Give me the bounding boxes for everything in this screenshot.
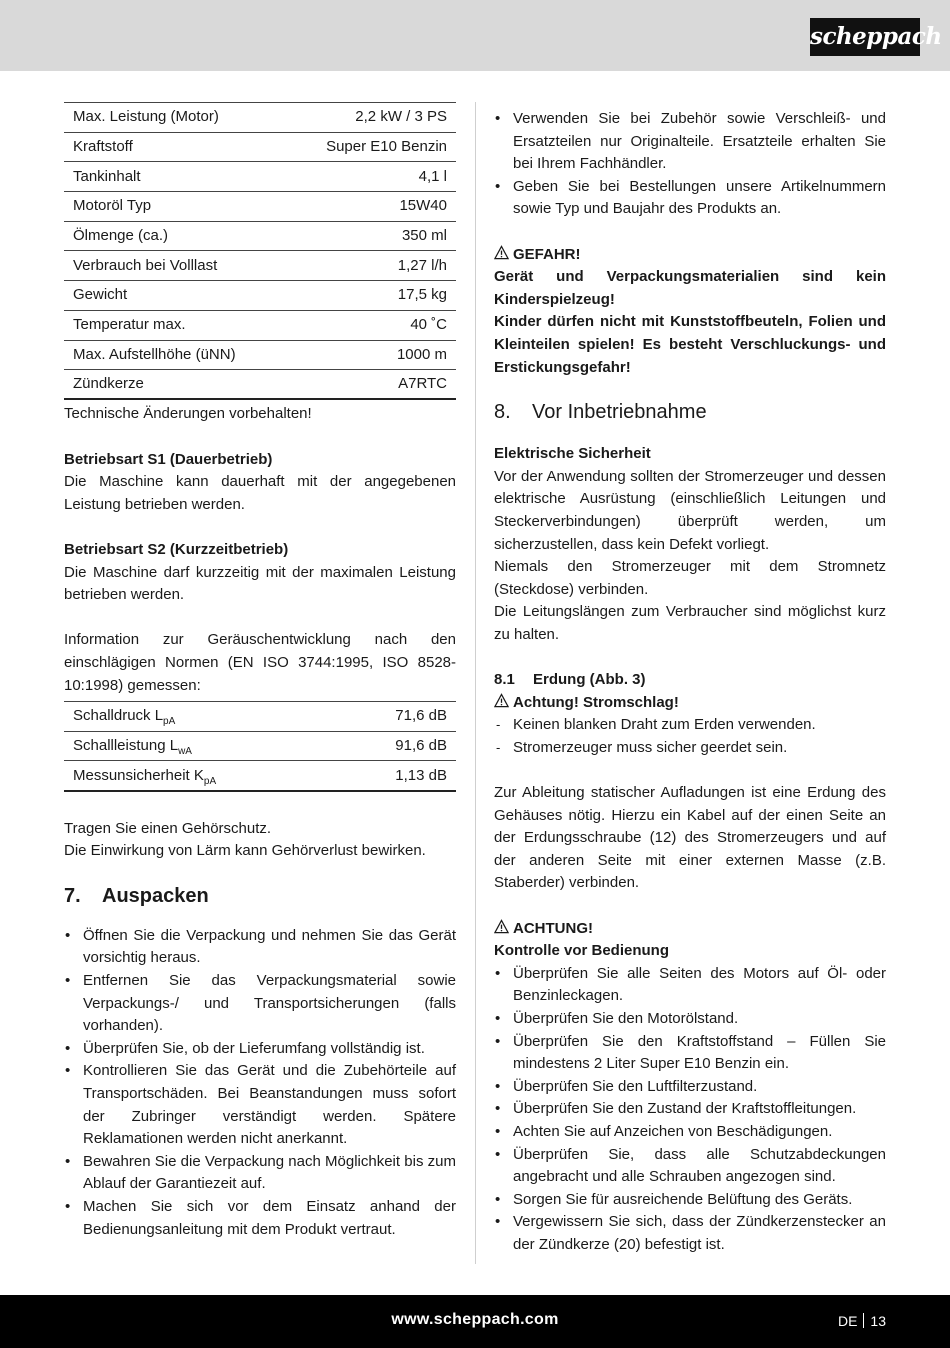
row-value: 17,5 kg bbox=[286, 281, 456, 311]
row-value: 4,1 l bbox=[286, 162, 456, 192]
section-8-heading: 8. Vor Inbetriebnahme bbox=[494, 401, 707, 424]
hearing-line-2: Die Einwirkung von Lärm kann Gehörverlust bewirken. bbox=[64, 842, 426, 860]
row-label: Zündkerze bbox=[64, 370, 286, 400]
elec-p1: Vor der Anwendung sollten der Stromerzeuger und dessen elektrische Ausrüstung (einschließlich Leitungen und Steckerverbindungen) überprüft werden, um sicherzustellen, dass kein Defekt vorliegt. bbox=[494, 467, 886, 553]
table-row bbox=[64, 370, 456, 400]
elec-p2: Niemals den Stromerzeuger mit dem Stromnetz (Steckdose) verbinden. bbox=[494, 558, 886, 598]
row-label: Messunsicherheit $K_{pA}$ bbox=[64, 761, 338, 791]
website-link[interactable]: www.scheppach.com bbox=[391, 1311, 559, 1328]
list-item: • Sorgen Sie für ausreichende Belüftung des Geräts. bbox=[494, 1189, 886, 1212]
attention-subtitle: Kontrolle vor Bedienung bbox=[494, 942, 670, 960]
row-label: Max. Leistung (Motor) bbox=[64, 103, 286, 133]
list-item: • Überprüfen Sie den Motorölstand. bbox=[494, 1008, 886, 1031]
page-footer bbox=[0, 1295, 950, 1348]
list-item: • Kontrollieren Sie das Gerät und die Zubehörteile auf Transportschäden. Bei Beanstandungen muss sofort der Zubringer verständigt werden. Spätere Reklamationen werden nicht anerkannt. bbox=[64, 1060, 456, 1150]
warning-icon bbox=[494, 693, 509, 708]
danger-title: GEFAHR! bbox=[494, 244, 886, 267]
list-item: • Überprüfen Sie, ob der Lieferumfang vollständig ist. bbox=[64, 1038, 456, 1061]
row-value: Super E10 Benzin bbox=[286, 132, 456, 162]
table-row bbox=[64, 132, 456, 162]
danger-line-2: Kinder dürfen nicht mit Kunststoffbeuteln, Folien und Kleinteilen spielen! Es besteht Verschluckungs- und Erstickungsgefahr! bbox=[494, 313, 886, 376]
row-label: Ölmenge (ca.) bbox=[64, 221, 286, 251]
row-value: 1000 m bbox=[286, 340, 456, 370]
page-header bbox=[0, 0, 950, 71]
list-item: • Achten Sie auf Anzeichen von Beschädigungen. bbox=[494, 1121, 886, 1144]
list-item: • Überprüfen Sie den Kraftstoffstand – Füllen Sie mindestens 2 Liter Super E10 Benzin ein. bbox=[494, 1031, 886, 1076]
table-row bbox=[64, 702, 456, 732]
row-label: Max. Aufstellhöhe (üNN) bbox=[64, 340, 286, 370]
row-value: 40 ˚C bbox=[286, 310, 456, 340]
row-label: Schalldruck $L_{pA}$ bbox=[64, 702, 338, 732]
danger-line-1: Gerät und Verpackungsmaterialien sind kein Kinderspielzeug! bbox=[494, 268, 886, 308]
column-divider bbox=[475, 102, 476, 1264]
page-number: 13 bbox=[870, 1313, 886, 1329]
attention-title: ACHTUNG! bbox=[494, 918, 886, 941]
list-item: • Öffnen Sie die Verpackung und nehmen Sie das Gerät vorsichtig heraus. bbox=[64, 925, 456, 970]
elec-title: Elektrische Sicherheit bbox=[494, 445, 651, 463]
list-item: - Keinen blanken Draht zum Erden verwenden. bbox=[494, 714, 886, 737]
row-label: Kraftstoff bbox=[64, 132, 286, 162]
row-label: Motoröl Typ bbox=[64, 192, 286, 222]
grounding-text: Zur Ableitung statischer Aufladungen ist eine Erdung des Gehäuses nötig. Hierzu ein Kabel auf der einen Seite an der Erdungsschraube (12) des Stromerzeugers und auf der anderen Seite mit einer externen Masse (z.B. Staberder) verbinden. bbox=[494, 784, 886, 892]
parts-list bbox=[494, 108, 886, 221]
row-value: 350 ml bbox=[286, 221, 456, 251]
row-label: Temperatur max. bbox=[64, 310, 286, 340]
section-7-heading: 7. Auspacken bbox=[64, 884, 209, 907]
table-row bbox=[64, 310, 456, 340]
row-label: Schallleistung $L_{wA}$ bbox=[64, 731, 338, 761]
list-item: • Überprüfen Sie den Zustand der Kraftstoffleitungen. bbox=[494, 1098, 886, 1121]
table-row bbox=[64, 103, 456, 133]
right-column bbox=[494, 108, 886, 1257]
elec-p3: Die Leitungslängen zum Verbraucher sind möglichst kurz zu halten. bbox=[494, 603, 886, 643]
table-row bbox=[64, 731, 456, 761]
brand-logo: scheppach bbox=[810, 18, 920, 56]
row-value: 1,27 l/h bbox=[286, 251, 456, 281]
list-item: • Entfernen Sie das Verpackungsmaterial sowie Verpackungs-/ und Transportsicherungen (falls vorhanden). bbox=[64, 970, 456, 1038]
row-label: Verbrauch bei Volllast bbox=[64, 251, 286, 281]
section-81-heading: 8.1 Erdung (Abb. 3) bbox=[494, 671, 646, 689]
list-item: • Überprüfen Sie, dass alle Schutzabdeckungen angebracht und alle Schrauben angezogen sind. bbox=[494, 1144, 886, 1189]
list-item: - Stromerzeuger muss sicher geerdet sein. bbox=[494, 737, 886, 760]
tech-note: Technische Änderungen vorbehalten! bbox=[64, 405, 312, 423]
table-row bbox=[64, 281, 456, 311]
row-value: 91,6 dB bbox=[338, 731, 456, 761]
row-label: Tankinhalt bbox=[64, 162, 286, 192]
table-row bbox=[64, 340, 456, 370]
spec-table bbox=[64, 102, 456, 400]
table-row bbox=[64, 162, 456, 192]
list-item: • Überprüfen Sie den Luftfilterzustand. bbox=[494, 1076, 886, 1099]
list-item: • Bewahren Sie die Verpackung nach Möglichkeit bis zum Ablauf der Garantiezeit auf. bbox=[64, 1151, 456, 1196]
shock-warning: Achtung! Stromschlag! bbox=[494, 692, 886, 715]
row-value: 71,6 dB bbox=[338, 702, 456, 732]
noise-table bbox=[64, 701, 456, 792]
table-row bbox=[64, 192, 456, 222]
warning-icon bbox=[494, 245, 509, 260]
list-item: • Machen Sie sich vor dem Einsatz anhand der Bedienungsanleitung mit dem Produkt vertraut. bbox=[64, 1196, 456, 1241]
hearing-line-1: Tragen Sie einen Gehörschutz. bbox=[64, 819, 272, 837]
checklist bbox=[494, 963, 886, 1257]
list-item: • Vergewissern Sie sich, dass der Zündkerzenstecker an der Zündkerze (20) befestigt ist. bbox=[494, 1211, 886, 1256]
table-row bbox=[64, 761, 456, 791]
warning-icon bbox=[494, 919, 509, 934]
section-7-list bbox=[64, 925, 456, 1241]
row-value: 1,13 dB bbox=[338, 761, 456, 791]
s1-title: Betriebsart S1 (Dauerbetrieb) bbox=[64, 450, 273, 468]
table-row bbox=[64, 251, 456, 281]
table-row bbox=[64, 221, 456, 251]
row-value: A7RTC bbox=[286, 370, 456, 400]
s2-text: Die Maschine darf kurzzeitig mit der maximalen Leistung betrieben werden. bbox=[64, 563, 456, 604]
left-column bbox=[64, 102, 456, 1241]
s1-text: Die Maschine kann dauerhaft mit der angegebenen Leistung betrieben werden. bbox=[64, 473, 456, 513]
language-code: DE bbox=[837, 1313, 858, 1329]
list-item: • Verwenden Sie bei Zubehör sowie Verschleiß- und Ersatzteilen nur Originalteile. Ersatzteile erhalten Sie bei Ihrem Fachhändler. bbox=[494, 108, 886, 176]
grounding-list bbox=[494, 714, 886, 759]
row-value: 2,2 kW / 3 PS bbox=[286, 103, 456, 133]
noise-intro: Information zur Geräuschentwicklung nach den einschlägigen Normen (EN ISO 3744:1995, ISO 8528-10:1998) gemessen: bbox=[64, 631, 456, 694]
page-indicator bbox=[838, 1310, 886, 1333]
s2-title: Betriebsart S2 (Kurzzeitbetrieb) bbox=[64, 540, 289, 558]
row-label: Gewicht bbox=[64, 281, 286, 311]
list-item: • Geben Sie bei Bestellungen unsere Artikelnummern sowie Typ und Baujahr des Produkts an. bbox=[494, 176, 886, 221]
row-value: 15W40 bbox=[286, 192, 456, 222]
list-item: • Überprüfen Sie alle Seiten des Motors auf Öl- oder Benzinleckagen. bbox=[494, 963, 886, 1008]
